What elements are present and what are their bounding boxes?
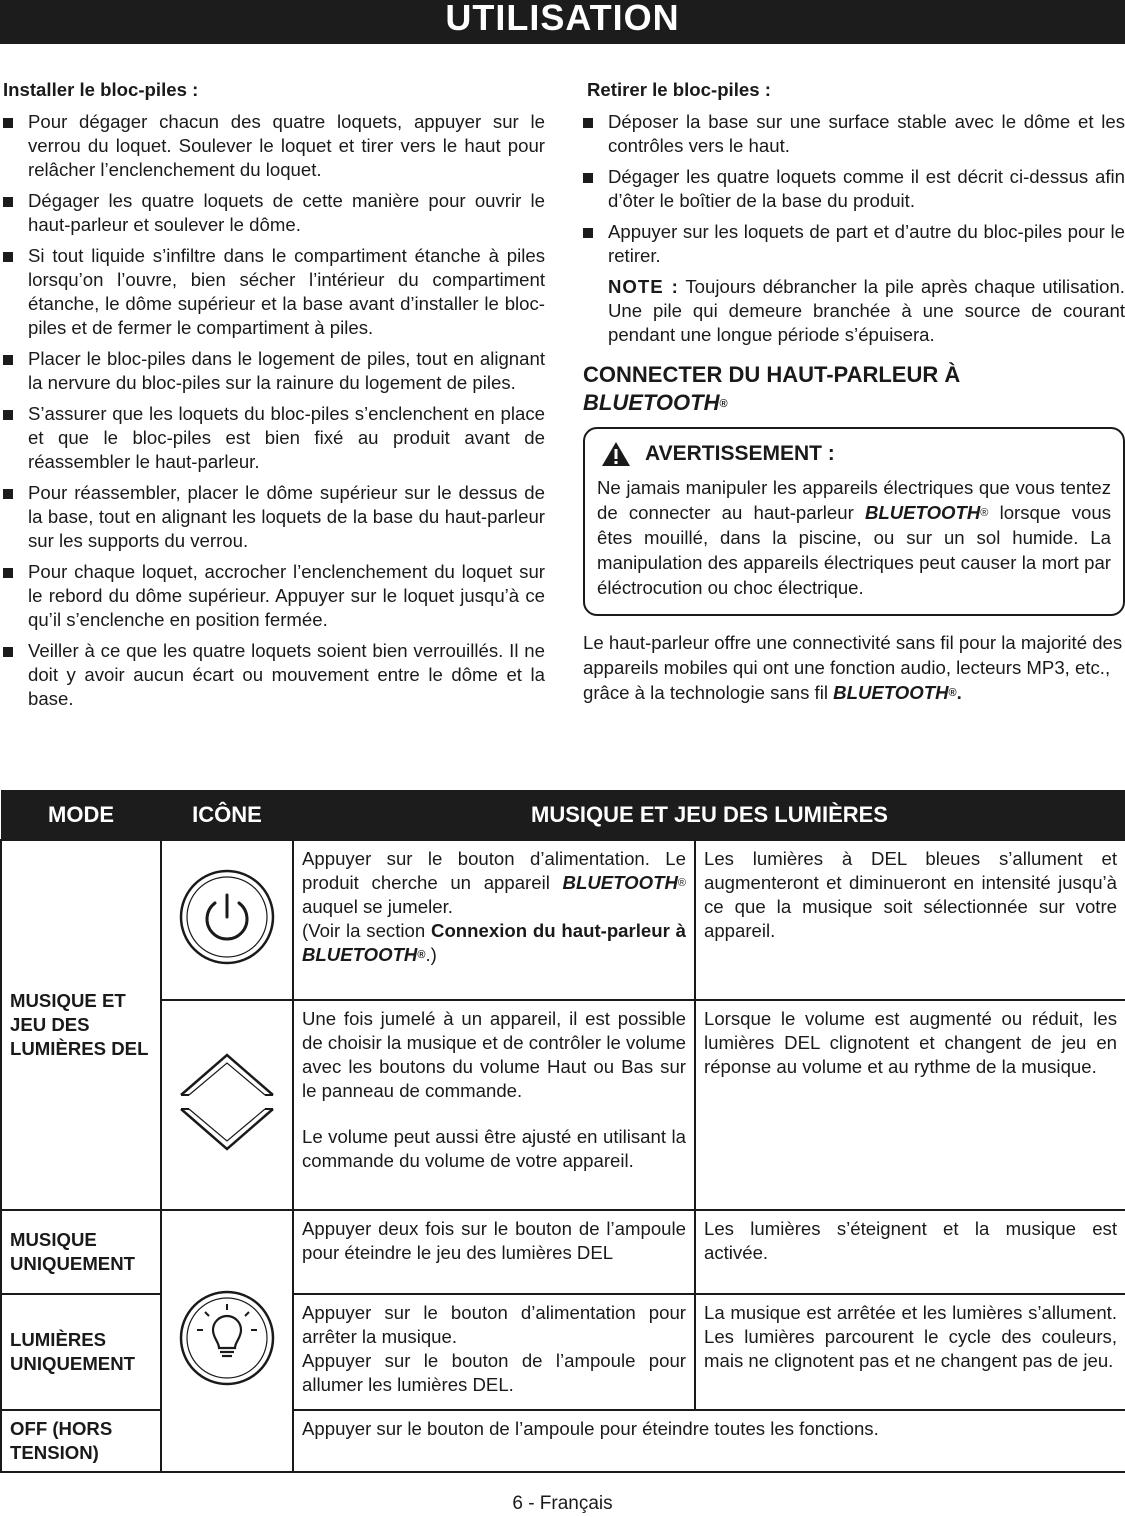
icon-cell xyxy=(161,840,293,1000)
remove-title: Retirer le bloc-piles : xyxy=(587,79,771,100)
light-bulb-icon xyxy=(177,1288,277,1388)
remove-list xyxy=(583,110,1125,268)
list-item: S’assurer que les loquets du bloc-piles s’enclenchent en place et que le bloc-piles est bien fixé au produit avant de réassembler le haut-parleur. xyxy=(3,402,545,474)
warning-text: Ne jamais manipuler les appareils électriques que vous tentez de connecter au haut-parleur BLUETOOTH® lorsque vous êtes mouillé, dans la piscine, ou sur un sol humide. La manipulation des appareils électriques peut causer la mort par éléctrocution ou choc électrique. xyxy=(597,477,1111,598)
warning-box xyxy=(583,427,1125,616)
list-item: Dégager les quatre loquets de cette manière pour ouvrir le haut-parleur et soulever le dôme. xyxy=(3,189,545,237)
list-item: Déposer la base sur une surface stable avec le dôme et les contrôles vers le haut. xyxy=(583,110,1125,158)
icon-cell xyxy=(161,1000,293,1210)
warning-header xyxy=(597,441,1111,467)
mode-music-lights: MUSIQUE ET JEU DES LUMIÈRES DEL xyxy=(1,840,161,1210)
bullet-square-icon xyxy=(3,197,13,207)
page-footer: 6 - Français xyxy=(512,1493,613,1514)
list-item: Veiller à ce que les quatre loquets soient bien verrouillés. Il ne doit y avoir aucun écart ou mouvement entre le dôme et la base. xyxy=(3,639,545,711)
note-label: NOTE : xyxy=(608,276,679,297)
list-item: Si tout liquide s’infiltre dans le compartiment étanche à piles lorsqu’on l’ouvre, bien sécher l’intérieur du compartiment étanche, le dôme supérieur et la base avant d’installer le bloc-piles et de fermer le compartiment à piles. xyxy=(3,244,545,340)
install-list xyxy=(3,110,545,711)
connect-heading: CONNECTER DU HAUT-PARLEUR À BLUETOOTH® xyxy=(583,362,961,415)
bullet-square-icon xyxy=(583,118,593,128)
result-cell: Les lumières s’éteignent et la musique est activée. xyxy=(695,1210,1125,1294)
action-cell: Appuyer deux fois sur le bouton de l’ampoule pour éteindre le jeu des lumières DEL xyxy=(293,1210,695,1294)
mode-table xyxy=(0,790,1125,1473)
action-cell: Appuyer sur le bouton d’alimentation. Le produit cherche un appareil BLUETOOTH® auquel se jumeler. (Voir la section Connexion du haut-parleur à BLUETOOTH®.) xyxy=(293,840,695,1000)
volume-down-icon xyxy=(181,1109,273,1149)
icon-cell xyxy=(161,1210,293,1472)
install-title: Installer le bloc-piles : xyxy=(3,79,199,100)
col-header-music: MUSIQUE ET JEU DES LUMIÈRES xyxy=(293,790,1125,840)
bullet-square-icon xyxy=(3,410,13,420)
table-row xyxy=(1,1210,1125,1294)
list-item: Pour réassembler, placer le dôme supérieur sur le dessus de la base, tout en alignant les loquets de la base du haut-parleur sur les supports du verrou. xyxy=(3,481,545,553)
table-row xyxy=(1,1000,1125,1210)
warning-icon xyxy=(601,441,631,467)
bullet-square-icon xyxy=(3,118,13,128)
note xyxy=(583,275,1125,347)
result-cell: Lorsque le volume est augmenté ou réduit, les lumières DEL clignotent et changent de jeu en réponse au volume et au rythme de la musique. xyxy=(695,1000,1125,1210)
bullet-square-icon xyxy=(583,173,593,183)
list-item: Pour dégager chacun des quatre loquets, appuyer sur le verrou du loquet. Soulever le loquet et tirer vers le haut pour relâcher l’enclenchement du loquet. xyxy=(3,110,545,182)
result-cell: La musique est arrêtée et les lumières s’allument. Les lumières parcourent le cycle des couleurs, mais ne clignotent pas et ne changent pas de jeu. xyxy=(695,1294,1125,1410)
list-item: Placer le bloc-piles dans le logement de piles, tout en alignant la nervure du bloc-piles sur la rainure du logement de piles. xyxy=(3,347,545,395)
action-cell: Appuyer sur le bouton de l’ampoule pour éteindre toutes les fonctions. xyxy=(293,1410,1125,1472)
mode-off: OFF (HORS TENSION) xyxy=(1,1410,161,1472)
power-icon xyxy=(177,867,277,967)
col-header-mode: MODE xyxy=(1,790,161,840)
volume-up-icon xyxy=(177,1037,277,1167)
connect-body: Le haut-parleur offre une connectivité sans fil pour la majorité des appareils mobiles qui ont une fonction audio, lecteurs MP3, etc., grâce à la technologie sans fil BLUETOOTH®. xyxy=(583,632,1123,703)
remove-section xyxy=(583,78,1125,705)
action-cell: Appuyer sur le bouton d’alimentation pour arrêter la musique. Appuyer sur le bouton de l’ampoule pour allumer les lumières DEL. xyxy=(293,1294,695,1410)
install-section xyxy=(3,78,545,718)
mode-lights-only: LUMIÈRES UNIQUEMENT xyxy=(1,1294,161,1410)
list-item: Dégager les quatre loquets comme il est décrit ci-dessus afin d’ôter le boîtier de la base du produit. xyxy=(583,165,1125,213)
col-header-icon: ICÔNE xyxy=(161,790,293,840)
bullet-square-icon xyxy=(583,228,593,238)
warning-title: AVERTISSEMENT : xyxy=(645,442,835,465)
result-cell: Les lumières à DEL bleues s’allument et augmenteront et diminueront en intensité jusqu’à ce que la musique soit sélectionnée sur votre appareil. xyxy=(695,840,1125,1000)
action-cell: Une fois jumelé à un appareil, il est possible de choisir la musique et de contrôler le volume avec les boutons du volume Haut ou Bas sur le panneau de commande. Le volume peut aussi être ajusté en utilisant la commande du volume de votre appareil. xyxy=(293,1000,695,1210)
bullet-square-icon xyxy=(3,355,13,365)
bullet-square-icon xyxy=(3,568,13,578)
bullet-square-icon xyxy=(3,489,13,499)
table-row xyxy=(1,840,1125,1000)
mode-music-only: MUSIQUE UNIQUEMENT xyxy=(1,1210,161,1294)
table-header-row xyxy=(1,790,1125,840)
list-item: Appuyer sur les loquets de part et d’autre du bloc-piles pour le retirer. xyxy=(583,220,1125,268)
bullet-square-icon xyxy=(3,647,13,657)
page-title: UTILISATION xyxy=(445,0,680,38)
note-text: Toujours débrancher la pile après chaque utilisation. Une pile qui demeure branchée à une source de courant pendant une longue période s’épuisera. xyxy=(608,276,1125,345)
page-title-bar xyxy=(0,0,1125,44)
bullet-square-icon xyxy=(3,252,13,262)
list-item: Pour chaque loquet, accrocher l’enclenchement du loquet sur le rebord du dôme supérieur. Appuyer sur le loquet jusqu’à ce qu’il s’enclenche en position fermée. xyxy=(3,560,545,632)
